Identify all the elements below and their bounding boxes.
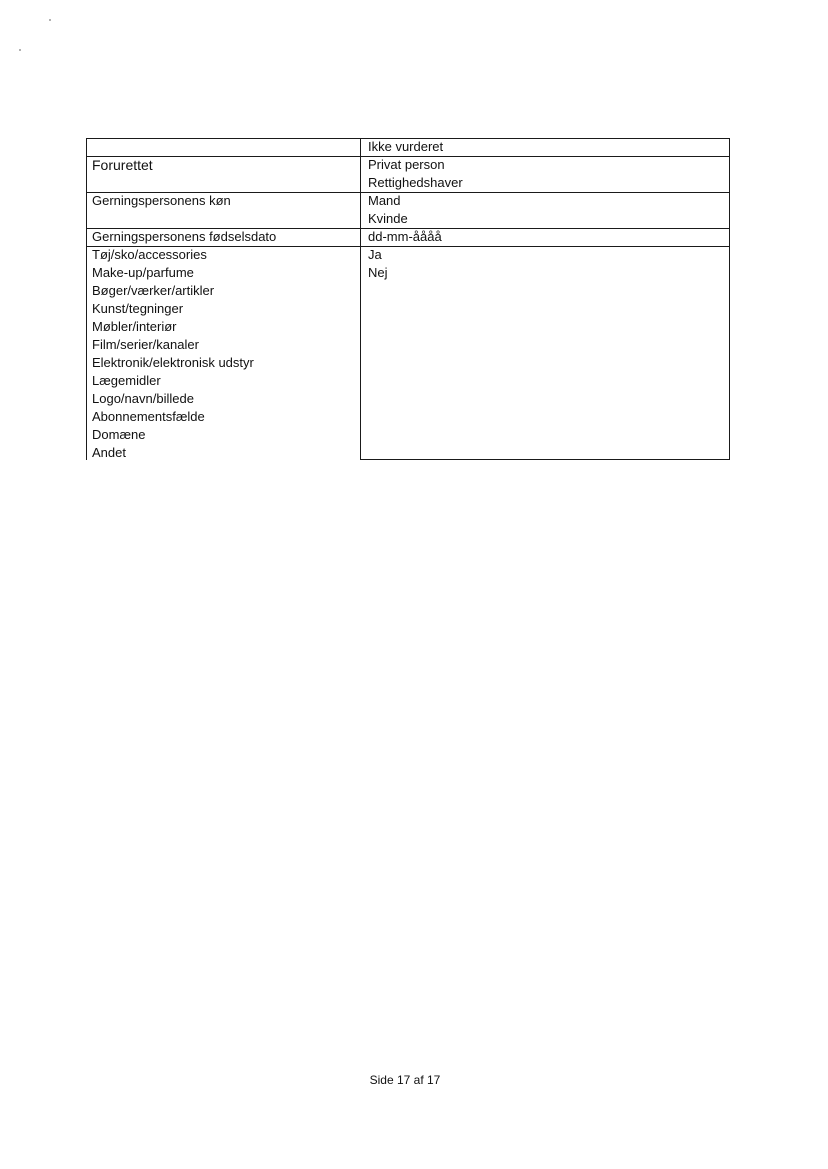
gender-option-kvinde[interactable]: Kvinde bbox=[368, 211, 408, 226]
category-item: Logo/navn/billede bbox=[92, 391, 194, 406]
products-option-ja[interactable]: Ja bbox=[368, 247, 382, 262]
category-item: Domæne bbox=[92, 427, 146, 442]
scan-speck bbox=[19, 49, 21, 51]
category-item: Tøj/sko/accessories bbox=[92, 247, 207, 262]
gender-option-mand[interactable]: Mand bbox=[368, 193, 401, 208]
column-divider bbox=[360, 138, 361, 460]
answer-box-bottom-border bbox=[360, 459, 730, 460]
category-item: Bøger/værker/artikler bbox=[92, 283, 215, 298]
victim-label: Forurettet bbox=[92, 157, 153, 173]
birthdate-label: Gerningspersonens fødselsdato bbox=[92, 229, 277, 244]
victim-option-rettighedshaver[interactable]: Rettighedshaver bbox=[368, 175, 463, 190]
category-item: Make-up/parfume bbox=[92, 265, 194, 280]
birthdate-field[interactable]: dd-mm-åååå bbox=[368, 229, 442, 244]
page-number: Side 17 af 17 bbox=[369, 1073, 441, 1087]
category-item: Film/serier/kanaler bbox=[92, 337, 199, 352]
table-left-border bbox=[86, 138, 87, 460]
category-item: Lægemidler bbox=[92, 373, 161, 388]
category-item: Elektronik/elektronisk udstyr bbox=[92, 355, 254, 370]
category-item: Abonnementsfælde bbox=[92, 409, 205, 424]
category-item: Kunst/tegninger bbox=[92, 301, 184, 316]
victim-option-privat-person[interactable]: Privat person bbox=[368, 157, 445, 172]
gender-label: Gerningspersonens køn bbox=[92, 193, 231, 208]
table-right-border bbox=[729, 138, 730, 460]
category-item: Møbler/interiør bbox=[92, 319, 177, 334]
scan-speck bbox=[49, 19, 51, 21]
products-option-nej[interactable]: Nej bbox=[368, 265, 388, 280]
rating-option-ikke-vurderet[interactable]: Ikke vurderet bbox=[368, 139, 444, 154]
category-item: Andet bbox=[92, 445, 126, 460]
